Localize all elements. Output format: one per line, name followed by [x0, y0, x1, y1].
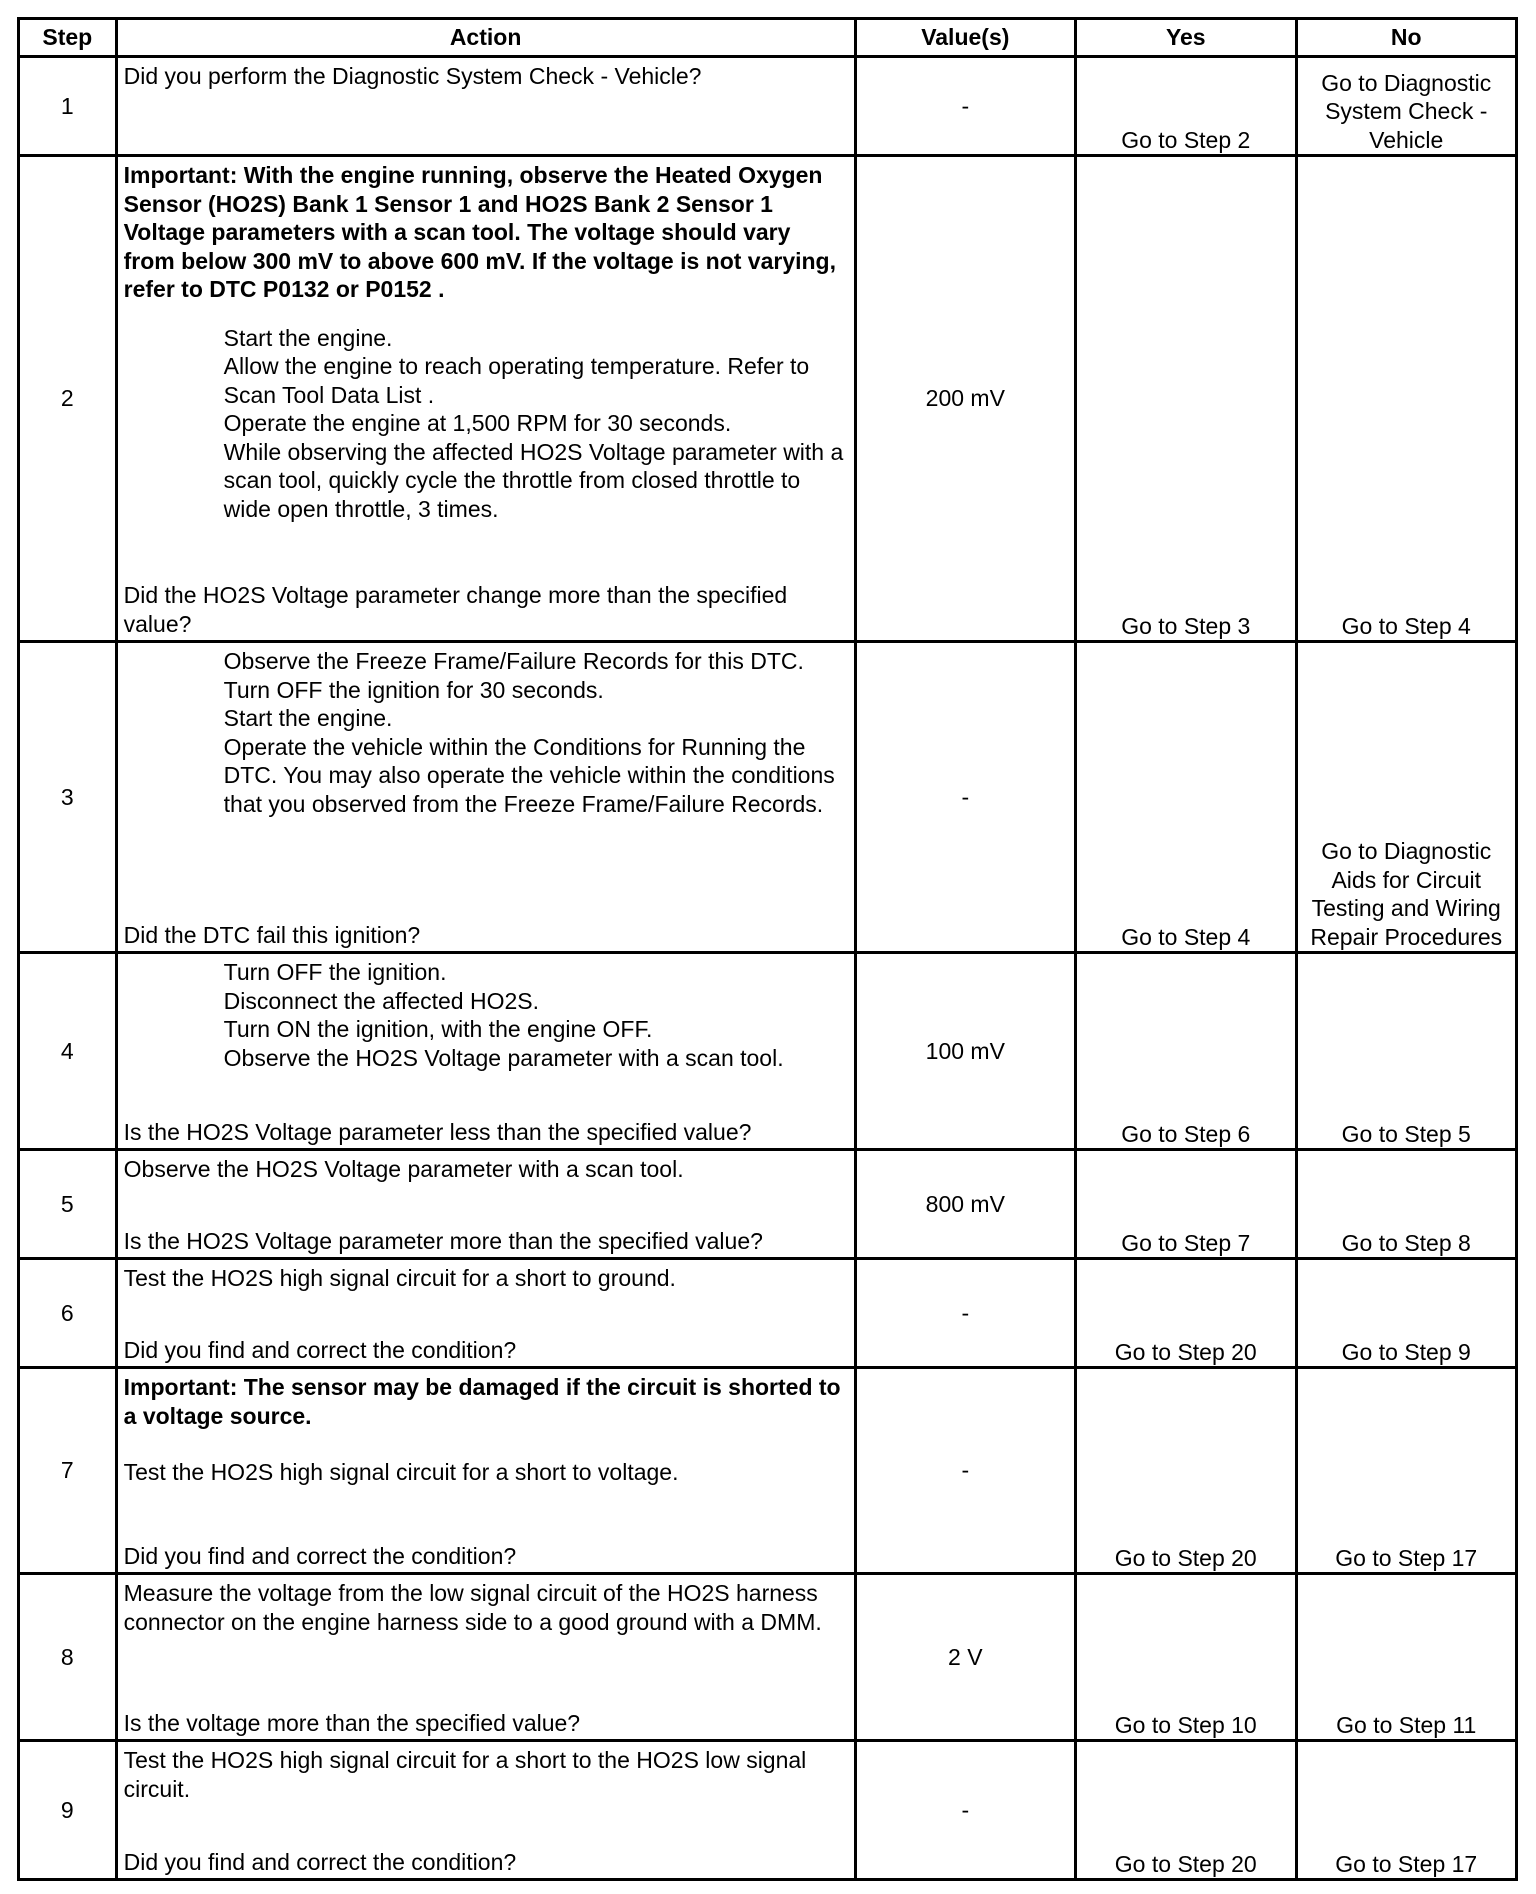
action-text: Test the HO2S high signal circuit for a short to the HO2S low signal circuit. [123, 1747, 807, 1802]
action-cell [116, 953, 855, 1150]
yes-action[interactable]: Go to Step 2 [1076, 57, 1296, 156]
table-row [19, 642, 1517, 953]
value-cell: - [855, 642, 1075, 953]
procedure-step: Turn OFF the ignition. [223, 959, 447, 985]
action-cell [116, 156, 855, 642]
procedure-steps [124, 324, 848, 524]
step-number: 7 [19, 1368, 117, 1574]
step-number: 9 [19, 1741, 117, 1880]
no-action[interactable]: Go to Step 17 [1296, 1741, 1517, 1880]
table-row [19, 156, 1517, 642]
procedure-step: Start the engine. [223, 324, 393, 351]
table-row [19, 1150, 1517, 1259]
value-cell: 100 mV [855, 953, 1075, 1150]
question-text: Is the HO2S Voltage parameter more than the specified value? [123, 1227, 763, 1254]
table-row [19, 1574, 1517, 1741]
action-text: Observe the HO2S Voltage parameter with a scan tool. [123, 1156, 684, 1182]
value-cell: 2 V [855, 1574, 1075, 1741]
no-action[interactable]: Go to Step 4 [1296, 156, 1517, 642]
action-text: Test the HO2S high signal circuit for a short to ground. [123, 1265, 676, 1291]
step-number: 5 [19, 1150, 117, 1259]
action-cell [116, 1150, 855, 1259]
important-note: Important: The sensor may be damaged if the circuit is shorted to a voltage source. [123, 1374, 841, 1429]
no-action[interactable]: Go to Step 9 [1296, 1259, 1517, 1368]
yes-action[interactable]: Go to Step 6 [1076, 953, 1296, 1150]
action-cell [116, 1368, 855, 1574]
yes-action[interactable]: Go to Step 7 [1076, 1150, 1296, 1259]
procedure-step: Allow the engine to reach operating temperature. Refer to Scan Tool Data List . [223, 353, 810, 408]
question-text: Did you find and correct the condition? [123, 1848, 517, 1875]
no-action[interactable]: Go to Diagnostic System Check - Vehicle [1296, 57, 1517, 156]
header-no: No [1296, 19, 1517, 57]
value-cell: - [855, 1741, 1075, 1880]
yes-action[interactable]: Go to Step 4 [1076, 642, 1296, 953]
yes-action[interactable]: Go to Step 20 [1076, 1368, 1296, 1574]
procedure-steps [124, 958, 848, 1072]
procedure-step: Turn OFF the ignition for 30 seconds. [223, 676, 604, 703]
action-cell [116, 1574, 855, 1741]
question-text: Did you find and correct the condition? [123, 1542, 517, 1569]
no-action[interactable]: Go to Step 11 [1296, 1574, 1517, 1741]
header-values: Value(s) [855, 19, 1075, 57]
table-row [19, 57, 1517, 156]
procedure-step: Operate the engine at 1,500 RPM for 30 seconds. [223, 410, 732, 436]
header-yes: Yes [1076, 19, 1296, 57]
no-action[interactable]: Go to Diagnostic Aids for Circuit Testing and Wiring Repair Procedures [1296, 642, 1517, 953]
diagnostic-table [17, 17, 1518, 1881]
procedure-step: Turn ON the ignition, with the engine OFF. [223, 1016, 653, 1042]
yes-action[interactable]: Go to Step 20 [1076, 1259, 1296, 1368]
step-number: 8 [19, 1574, 117, 1741]
action-text: Did you perform the Diagnostic System Check - Vehicle? [123, 63, 702, 89]
procedure-step: Operate the vehicle within the Conditions for Running the DTC. You may also operate the vehicle within the conditions that you observed from the Freeze Frame/Failure Records. [223, 733, 835, 817]
procedure-step: Start the engine. [223, 705, 393, 731]
header-row [19, 19, 1517, 57]
important-note: Important: With the engine running, observe the Heated Oxygen Sensor (HO2S) Bank 1 Sensor 1 and HO2S Bank 2 Sensor 1 Voltage parameters with a scan tool. The voltage should vary from below 300 mV to above 600 mV. If the voltage is not varying, refer to DTC P0132 or P0152 . [123, 162, 837, 302]
action-cell [116, 642, 855, 953]
step-number: 6 [19, 1259, 117, 1368]
action-cell [116, 1259, 855, 1368]
question-text: Did you find and correct the condition? [123, 1336, 517, 1363]
no-action[interactable]: Go to Step 17 [1296, 1368, 1517, 1574]
no-action[interactable]: Go to Step 8 [1296, 1150, 1517, 1259]
header-action: Action [116, 19, 855, 57]
value-cell: - [855, 1368, 1075, 1574]
procedure-steps [124, 647, 848, 818]
procedure-step: While observing the affected HO2S Voltage parameter with a scan tool, quickly cycle the throttle from closed throttle to wide open throttle, 3 times. [223, 438, 844, 522]
no-action[interactable]: Go to Step 5 [1296, 953, 1517, 1150]
question-text: Is the voltage more than the specified value? [123, 1709, 581, 1736]
yes-action[interactable]: Go to Step 3 [1076, 156, 1296, 642]
value-cell: - [855, 1259, 1075, 1368]
action-cell [116, 1741, 855, 1880]
action-cell [116, 57, 855, 156]
table-row [19, 953, 1517, 1150]
procedure-step: Observe the HO2S Voltage parameter with a scan tool. [223, 1044, 784, 1071]
table-row [19, 1368, 1517, 1574]
step-number: 4 [19, 953, 117, 1150]
action-text: Test the HO2S high signal circuit for a short to voltage. [123, 1459, 679, 1485]
question-text: Is the HO2S Voltage parameter less than the specified value? [123, 1118, 752, 1145]
value-cell: 200 mV [855, 156, 1075, 642]
procedure-step: Disconnect the affected HO2S. [223, 987, 540, 1014]
action-text: Measure the voltage from the low signal circuit of the HO2S harness connector on the engine harness side to a good ground with a DMM. [123, 1580, 822, 1635]
value-cell: - [855, 57, 1075, 156]
procedure-step: Observe the Freeze Frame/Failure Records for this DTC. [223, 648, 804, 674]
yes-action[interactable]: Go to Step 10 [1076, 1574, 1296, 1741]
question-text: Did the HO2S Voltage parameter change more than the specified value? [123, 582, 788, 637]
yes-action[interactable]: Go to Step 20 [1076, 1741, 1296, 1880]
step-number: 1 [19, 57, 117, 156]
step-number: 2 [19, 156, 117, 642]
value-cell: 800 mV [855, 1150, 1075, 1259]
question-text: Did the DTC fail this ignition? [123, 921, 421, 948]
header-step: Step [19, 19, 117, 57]
step-number: 3 [19, 642, 117, 953]
table-row [19, 1259, 1517, 1368]
table-row [19, 1741, 1517, 1880]
